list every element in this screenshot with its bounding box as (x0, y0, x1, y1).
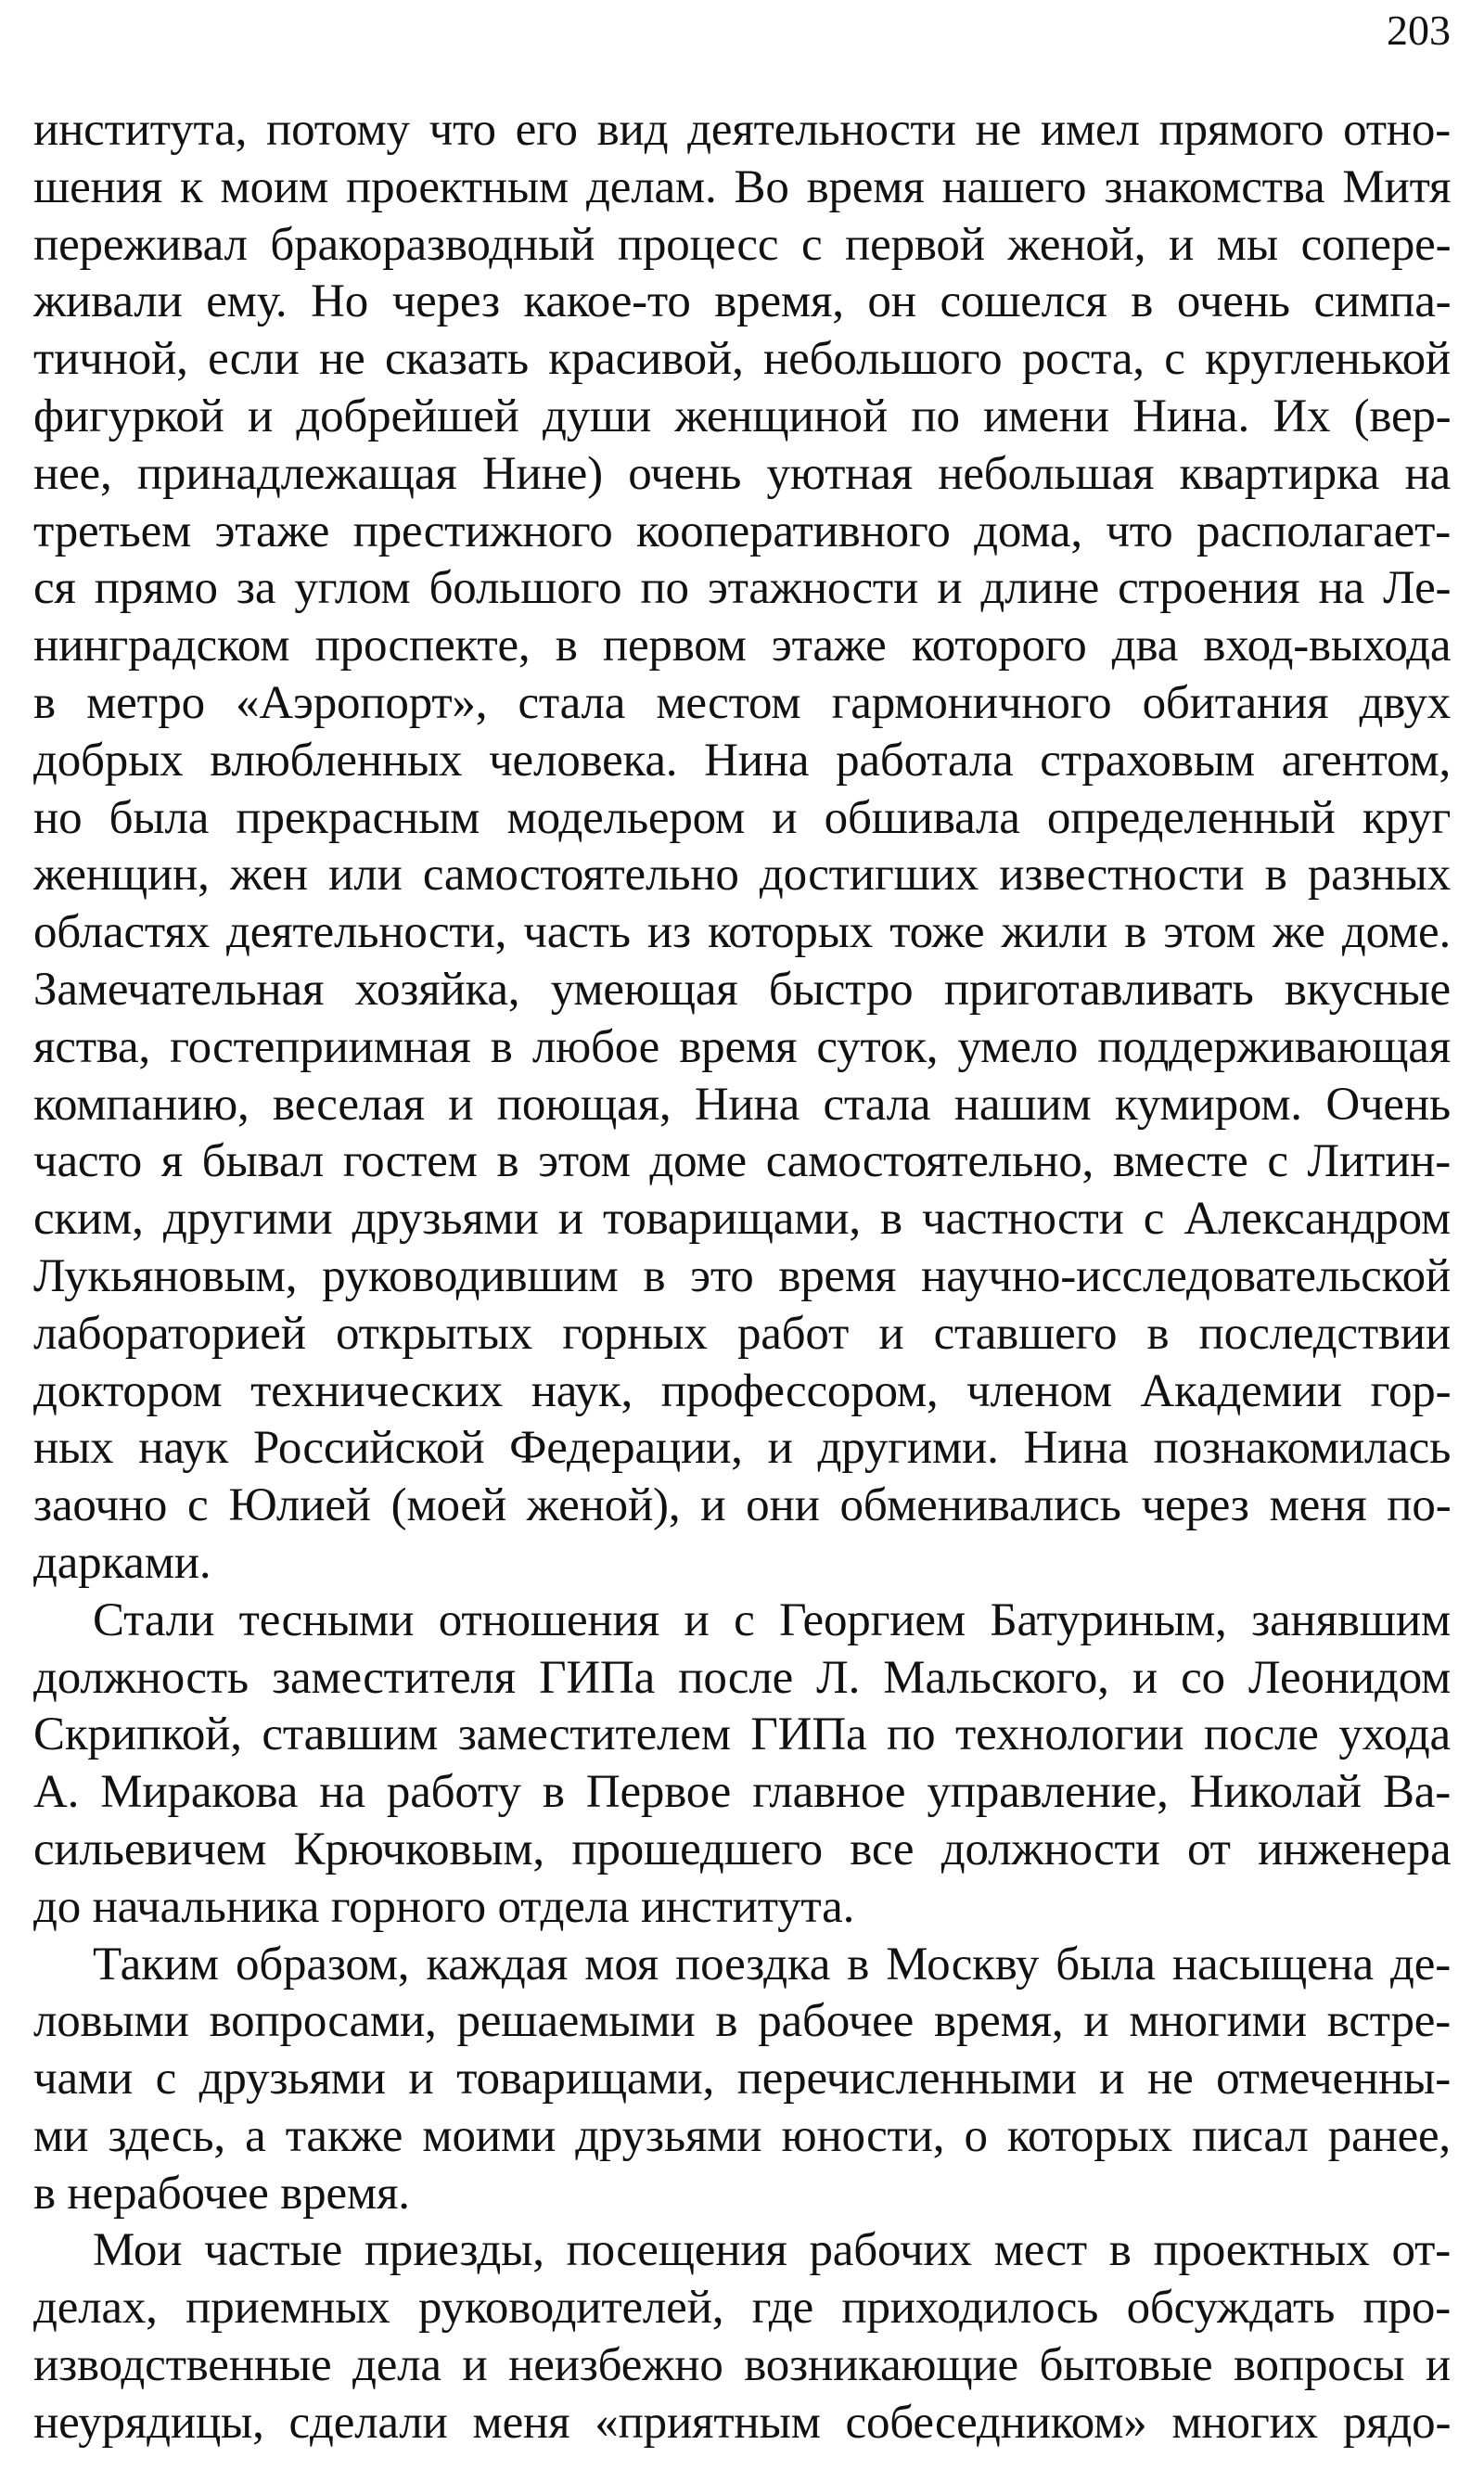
text-line: нинградском проспекте, в первом этаже которого два вход-выхода (33, 620, 1452, 672)
paragraph-2 (33, 1593, 1451, 1937)
text-line: Замечательная хозяйка, умеющая быстро приготавливать вкусные (33, 963, 1451, 1016)
text-line: переживал бракоразводный процесс с первой женой, и мы сопере- (33, 218, 1452, 271)
text-line: в метро «Аэропорт», стала местом гармоничного обитания двух (33, 676, 1451, 729)
text-line: Таким образом, каждая моя поездка в Москву была насыщена де- (93, 1938, 1451, 1990)
text-line: но была прекрасным модельером и обшивала определенный круг (33, 791, 1452, 844)
text-line: добрых влюбленных человека. Нина работала страховым агентом, (33, 734, 1451, 787)
text-line: ми здесь, а также моими друзьями юности, о которых писал ранее, (33, 2109, 1451, 2162)
text-line: часто я бывал гостем в этом доме самостоятельно, вместе с Литин- (33, 1135, 1452, 1188)
text-line: Мои частые приезды, посещения рабочих мест в проектных от- (93, 2224, 1451, 2277)
paragraph-3 (33, 1937, 1451, 2223)
text-line: института, потому что его вид деятельности не имел прямого отно- (33, 104, 1451, 156)
text-line: Скрипкой, ставшим заместителем ГИПа по технологии после ухода (33, 1709, 1451, 1761)
text-line: третьем этаже престижного кооперативного дома, что располагает- (33, 505, 1451, 557)
text-line: должность заместителя ГИПа после Л. Мальского, и со Леонидом (33, 1651, 1452, 1704)
text-line: сильевичем Крючковым, прошедшего все должности от инженера (33, 1823, 1452, 1875)
text-line: областях деятельности, часть из которых тоже жили в этом же доме. (33, 906, 1452, 959)
text-line: Стали тесными отношения и с Георгием Батуриным, занявшим (93, 1593, 1451, 1646)
text-line: до начальника горного отдела института. (33, 1880, 855, 1933)
text-line: нее, принадлежащая Нине) очень уютная небольшая квартирка на (33, 447, 1451, 500)
page-number: 203 (1387, 6, 1451, 54)
text-line: неурядицы, сделали меня «приятным собеседником» многих рядо- (33, 2396, 1452, 2449)
text-line: делах, приемных руководителей, где приходилось обсуждать про- (33, 2282, 1451, 2335)
text-line: изводственные дела и неизбежно возникающие бытовые вопросы и (33, 2339, 1451, 2392)
page-text (33, 102, 1451, 2452)
text-line: в нерабочее время. (33, 2167, 410, 2220)
text-line: живали ему. Но через какое-то время, он сошелся в очень симпа- (33, 275, 1452, 328)
text-line: яства, гостеприимная в любое время суток, умело поддерживающая (33, 1020, 1451, 1073)
text-line: ся прямо за углом большого по этажности и длине строения на Ле- (33, 562, 1452, 615)
text-line: дарками. (33, 1536, 211, 1589)
text-line: тичной, если не сказать красивой, небольшого роста, с кругленькой (33, 333, 1451, 386)
text-line: фигуркой и добрейшей души женщиной по имени Нина. Их (вер- (33, 390, 1452, 442)
text-line: Лукьяновым, руководившим в это время научно-исследовательской (33, 1249, 1451, 1302)
text-line: ных наук Российской Федерации, и другими. Нина познакомилась (33, 1422, 1452, 1475)
text-line: лабораторией открытых горных работ и ставшего в последствии (33, 1307, 1451, 1360)
text-line: чами с друзьями и товарищами, перечисленными и не отмеченны- (33, 2053, 1451, 2105)
text-line: женщин, жен или самостоятельно достигших известности в разных (33, 849, 1451, 902)
paragraph-4 (33, 2222, 1451, 2451)
text-line: шения к моим проектным делам. Во время нашего знакомства Митя (33, 160, 1452, 213)
text-line: заочно с Юлией (моей женой), и они обменивались через меня по- (33, 1479, 1452, 1532)
text-line: ским, другими друзьями и товарищами, в частности с Александром (33, 1193, 1451, 1246)
text-line: А. Миракова на работу в Первое главное управление, Николай Ва- (33, 1766, 1452, 1819)
text-line: ловыми вопросами, решаемыми в рабочее время, и многими встре- (33, 1995, 1452, 2048)
text-line: компанию, веселая и поющая, Нина стала нашим кумиром. Очень (33, 1078, 1451, 1131)
text-line: доктором технических наук, профессором, членом Академии гор- (33, 1364, 1452, 1417)
paragraph-1 (33, 102, 1451, 1593)
